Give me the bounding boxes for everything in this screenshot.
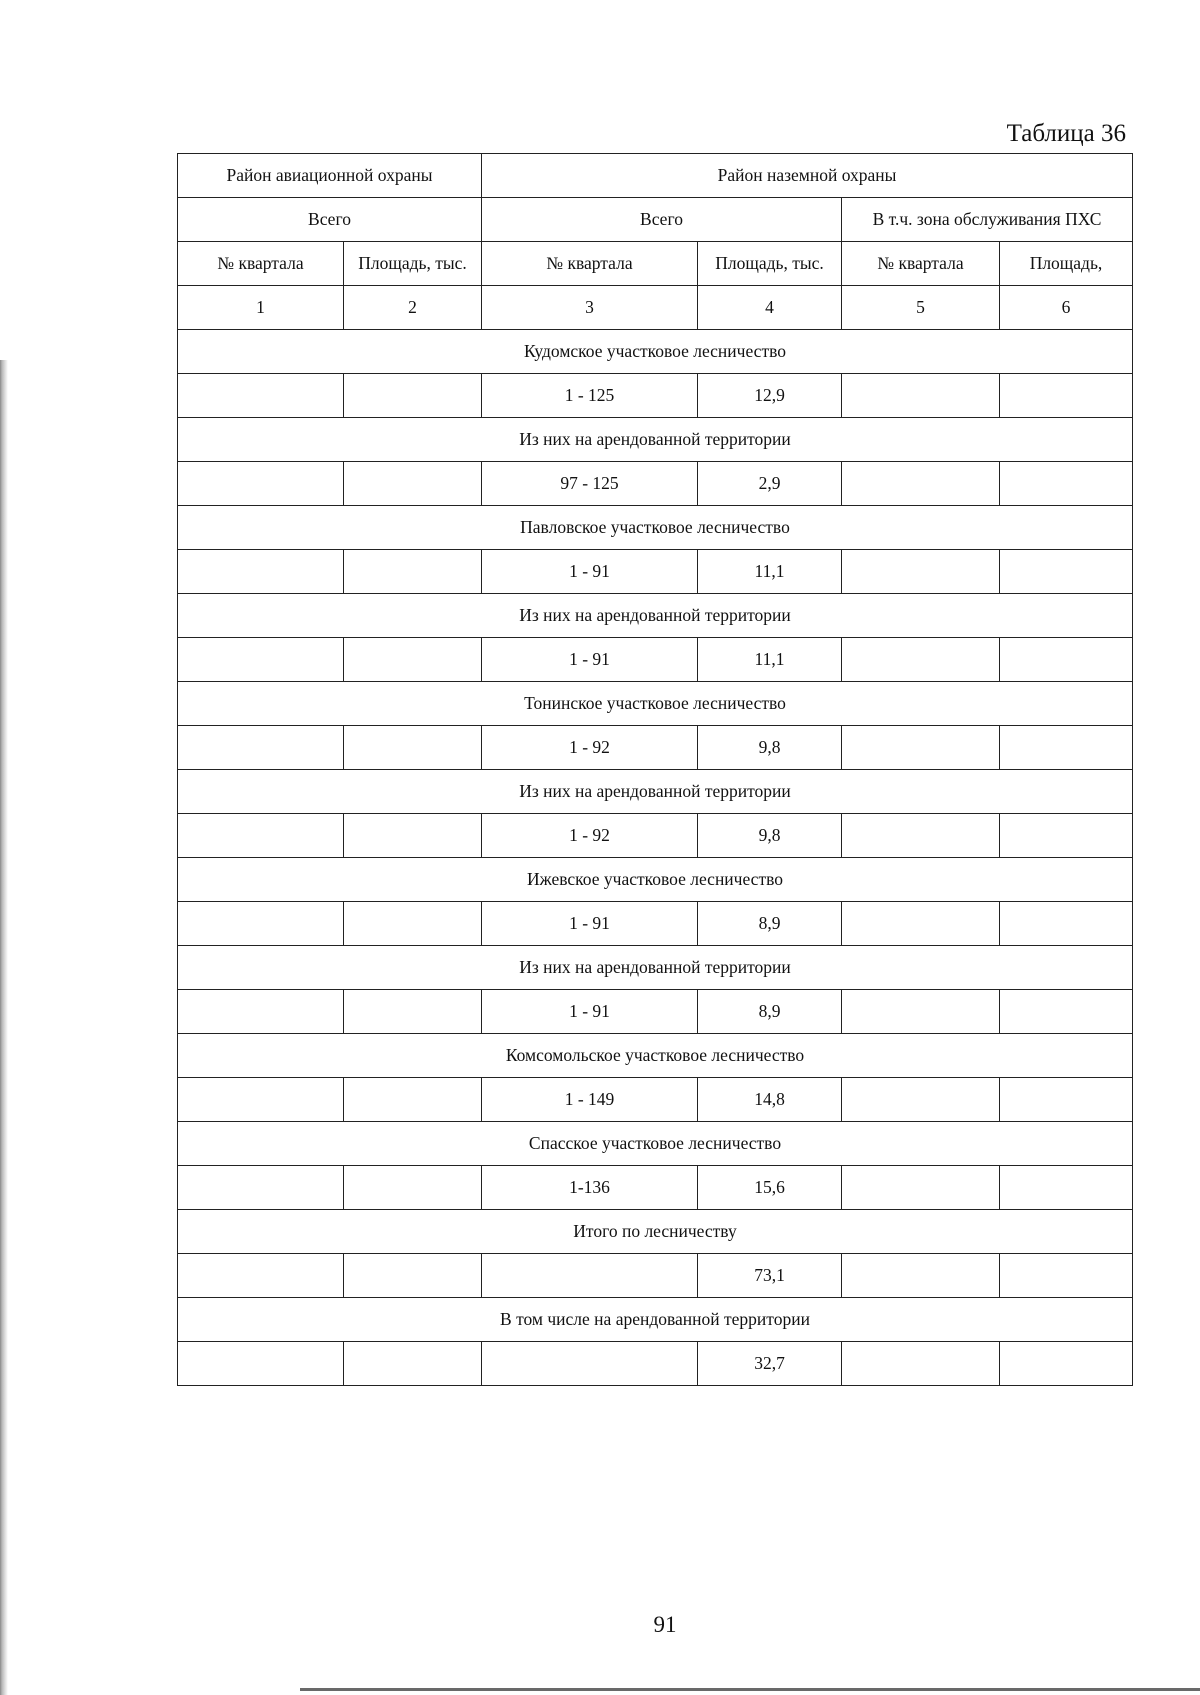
table-cell: 1 - 92	[482, 814, 698, 858]
table-cell	[842, 1342, 1000, 1386]
table-cell	[842, 1078, 1000, 1122]
table-cell: 1 - 91	[482, 902, 698, 946]
table-cell	[344, 462, 482, 506]
section-title: Из них на арендованной территории	[178, 946, 1133, 990]
table-cell	[178, 1078, 344, 1122]
table-cell: 1 - 92	[482, 726, 698, 770]
section-title: Из них на арендованной территории	[178, 770, 1133, 814]
table-cell: 9,8	[698, 726, 842, 770]
header-ground-district: Район наземной охраны	[482, 154, 1133, 198]
table-cell	[178, 990, 344, 1034]
table-row	[178, 638, 1133, 682]
table-cell	[344, 726, 482, 770]
table-cell	[1000, 1166, 1133, 1210]
table-cell: 1 - 91	[482, 550, 698, 594]
table-cell	[482, 1254, 698, 1298]
table-cell: 2,9	[698, 462, 842, 506]
table-cell	[842, 990, 1000, 1034]
column-number: 3	[482, 286, 698, 330]
section-title-row	[178, 506, 1133, 550]
column-header: Площадь,	[1000, 242, 1133, 286]
header-service-zone: В т.ч. зона обслуживания ПХС	[842, 198, 1133, 242]
table-cell: 1 - 91	[482, 990, 698, 1034]
table-cell	[842, 550, 1000, 594]
table-row	[178, 814, 1133, 858]
table-cell	[1000, 1342, 1133, 1386]
table-row	[178, 550, 1133, 594]
header-row-columns	[178, 242, 1133, 286]
table-cell	[842, 1166, 1000, 1210]
header-row-numbers	[178, 286, 1133, 330]
table-cell: 8,9	[698, 902, 842, 946]
table-cell: 15,6	[698, 1166, 842, 1210]
table-cell	[178, 374, 344, 418]
table-cell	[1000, 902, 1133, 946]
section-title: Комсомольское участковое лесничество	[178, 1034, 1133, 1078]
table-cell	[178, 814, 344, 858]
column-header: Площадь, тыс.	[344, 242, 482, 286]
column-number: 2	[344, 286, 482, 330]
table-cell: 9,8	[698, 814, 842, 858]
table-cell: 11,1	[698, 638, 842, 682]
table-cell	[1000, 726, 1133, 770]
table-cell	[178, 462, 344, 506]
table-cell	[344, 374, 482, 418]
section-title: Из них на арендованной территории	[178, 594, 1133, 638]
header-row-districts	[178, 154, 1133, 198]
table-cell	[344, 902, 482, 946]
table-cell	[842, 814, 1000, 858]
table-cell	[178, 638, 344, 682]
table-cell	[842, 1254, 1000, 1298]
section-title-row	[178, 330, 1133, 374]
column-number: 1	[178, 286, 344, 330]
forest-protection-table	[177, 153, 1133, 1386]
section-title-row	[178, 418, 1133, 462]
table-cell	[1000, 1254, 1133, 1298]
section-title-row	[178, 770, 1133, 814]
table-cell	[344, 814, 482, 858]
page-number: 91	[653, 1612, 677, 1637]
table-row	[178, 726, 1133, 770]
table-cell: 14,8	[698, 1078, 842, 1122]
header-total-ground: Всего	[482, 198, 842, 242]
table-cell	[344, 1166, 482, 1210]
table-row	[178, 902, 1133, 946]
section-title: Павловское участковое лесничество	[178, 506, 1133, 550]
table-cell: 1 - 149	[482, 1078, 698, 1122]
table-cell	[1000, 462, 1133, 506]
table-cell	[178, 726, 344, 770]
table-cell	[1000, 990, 1133, 1034]
table-cell: 1-136	[482, 1166, 698, 1210]
table-cell	[1000, 638, 1133, 682]
table-cell: 73,1	[698, 1254, 842, 1298]
table-cell	[344, 1342, 482, 1386]
header-aviation-district: Район авиационной охраны	[178, 154, 482, 198]
table-row	[178, 374, 1133, 418]
section-title: Из них на арендованной территории	[178, 418, 1133, 462]
section-title: В том числе на арендованной территории	[178, 1298, 1133, 1342]
column-header: Площадь, тыс.	[698, 242, 842, 286]
section-title-row	[178, 1210, 1133, 1254]
section-title-row	[178, 1034, 1133, 1078]
header-row-totals	[178, 198, 1133, 242]
section-title: Спасское участковое лесничество	[178, 1122, 1133, 1166]
table-cell: 97 - 125	[482, 462, 698, 506]
table-cell	[178, 902, 344, 946]
table-cell: 1 - 125	[482, 374, 698, 418]
table-row	[178, 1342, 1133, 1386]
section-title: Итого по лесничеству	[178, 1210, 1133, 1254]
table-cell: 1 - 91	[482, 638, 698, 682]
section-title-row	[178, 946, 1133, 990]
table-cell	[1000, 1078, 1133, 1122]
table-cell	[842, 726, 1000, 770]
scan-bottom-edge	[300, 1688, 1200, 1691]
scan-edge-shadow	[0, 360, 8, 1695]
table-cell	[178, 1342, 344, 1386]
table-cell: 11,1	[698, 550, 842, 594]
table-cell	[842, 902, 1000, 946]
column-number: 6	[1000, 286, 1133, 330]
table-cell	[1000, 814, 1133, 858]
column-number: 5	[842, 286, 1000, 330]
table-cell	[178, 550, 344, 594]
section-title: Тонинское участковое лесничество	[178, 682, 1133, 726]
table-cell	[482, 1342, 698, 1386]
section-title-row	[178, 858, 1133, 902]
table-cell: 32,7	[698, 1342, 842, 1386]
table-cell: 8,9	[698, 990, 842, 1034]
table-cell: 12,9	[698, 374, 842, 418]
table-caption: Таблица 36	[1006, 120, 1126, 147]
column-header: № квартала	[178, 242, 344, 286]
header-total-aviation: Всего	[178, 198, 482, 242]
column-header: № квартала	[842, 242, 1000, 286]
table-cell	[842, 462, 1000, 506]
table-cell	[344, 550, 482, 594]
table-cell	[344, 990, 482, 1034]
table-row	[178, 1254, 1133, 1298]
table-cell	[842, 638, 1000, 682]
table-cell	[344, 1254, 482, 1298]
section-title-row	[178, 1298, 1133, 1342]
table-cell	[1000, 374, 1133, 418]
section-title-row	[178, 1122, 1133, 1166]
table-cell	[842, 374, 1000, 418]
table-cell	[178, 1254, 344, 1298]
column-header: № квартала	[482, 242, 698, 286]
table-row	[178, 1166, 1133, 1210]
section-title: Кудомское участковое лесничество	[178, 330, 1133, 374]
table-row	[178, 462, 1133, 506]
section-title-row	[178, 594, 1133, 638]
section-title: Ижевское участковое лесничество	[178, 858, 1133, 902]
table-cell	[344, 638, 482, 682]
table-cell	[1000, 550, 1133, 594]
column-number: 4	[698, 286, 842, 330]
table-row	[178, 990, 1133, 1034]
section-title-row	[178, 682, 1133, 726]
table-cell	[344, 1078, 482, 1122]
table-row	[178, 1078, 1133, 1122]
table-cell	[178, 1166, 344, 1210]
